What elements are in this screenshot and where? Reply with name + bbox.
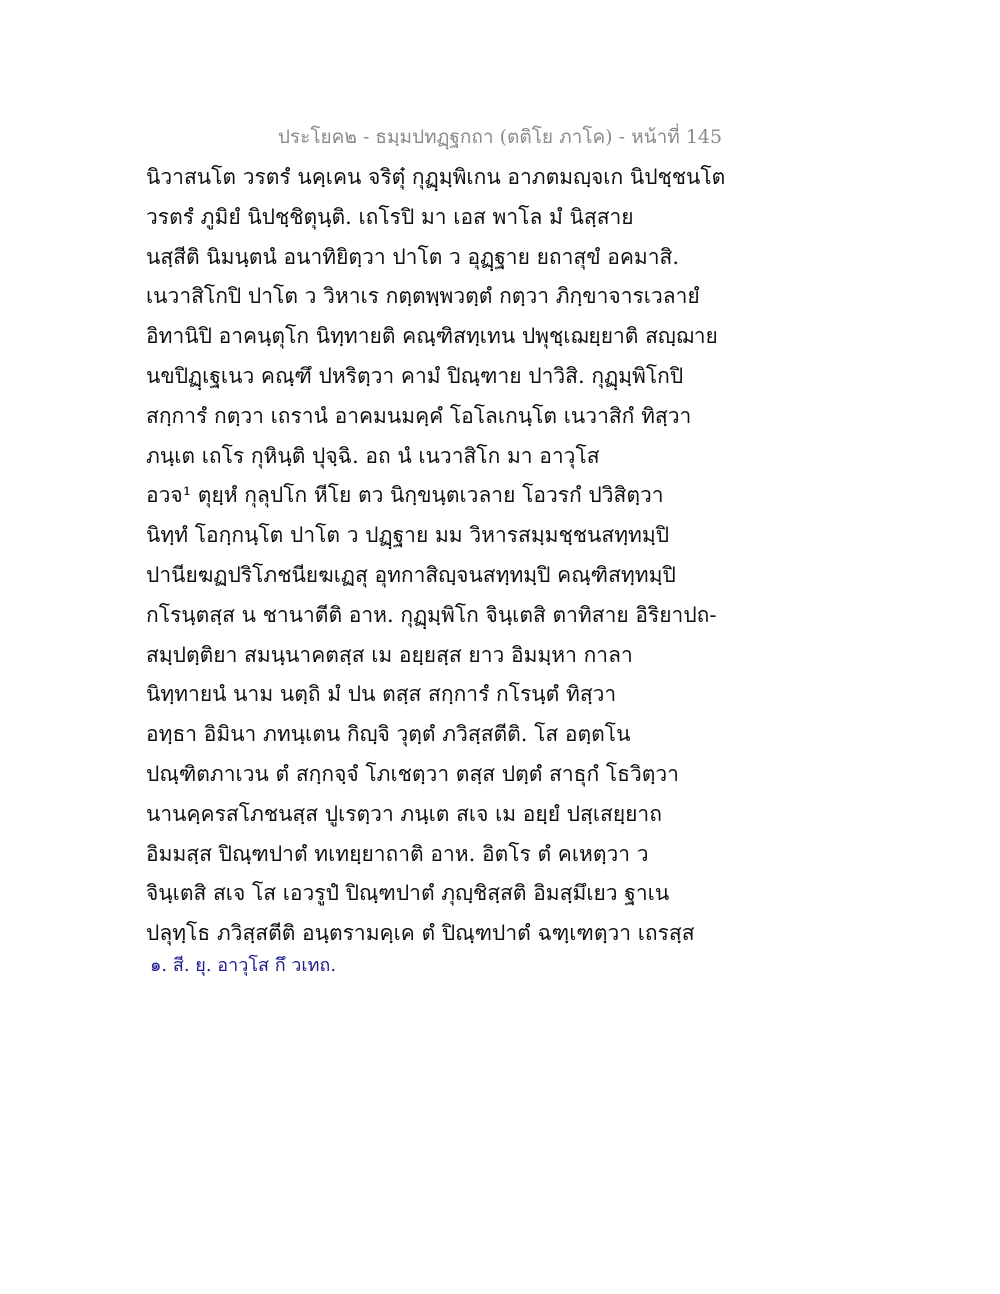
text-line: อิทานิปิ อาคนฺตุโก นิทฺทายติ คณฺฑิสทฺเทน ปพุชฺเฌยฺยาติ สญฺฌาย <box>146 324 718 349</box>
text-line: ปลุทฺโธ ภวิสฺสตีติ อนฺตรามคฺเค ตํ ปิณฺฑปาตํ ฉฑฺเฑตฺวา เถรสฺส <box>146 921 695 946</box>
text-line: นานคฺครสโภชนสฺส ปูเรตฺวา ภนฺเต สเจ เม อยฺยํ ปสฺเสยฺยาถ <box>146 801 662 826</box>
text-line: สมฺปตฺติยา สมนฺนาคตสฺส เม อยฺยสฺส ยาว อิมมฺหา กาลา <box>146 642 633 667</box>
text-line: อวจ¹ ตุยฺหํ กุลุปโก หีโย ตว นิกฺขนฺตเวลาย โอวรกํ ปวิสิตฺวา <box>146 483 664 508</box>
text-line: นิทฺทํ โอกฺกนฺโต ปาโต ว ปฏฺฐาย มม วิหารสมฺมชฺชนสทฺทมฺปิ <box>146 523 670 548</box>
text-line: อิมมสฺส ปิณฺฑปาตํ ทเทยฺยาถาติ อาห. อิตโร ตํ คเหตฺวา ว <box>146 841 649 866</box>
text-line: กโรนฺตสฺส น ชานาตีติ อาห. กุฏฺมฺพิโก จินฺเตสิ ตาทิสาย อิริยาปถ- <box>146 602 717 627</box>
page-header: ประโยค๒ - ธมฺมปทฏฺฐกถา (ตติโย ภาโค) - หน้าที่ 145 <box>277 126 723 148</box>
text-line: นิทฺทายนํ นาม นตฺถิ มํ ปน ตสฺส สกฺการํ กโรนฺตํ ทิสฺวา <box>146 682 617 707</box>
text-line: นสฺสีติ นิมนฺตนํ อนาทิยิตฺวา ปาโต ว อุฏฺฐาย ยถาสุขํ อคมาสิ. <box>146 244 680 269</box>
text-line: สกฺการํ กตฺวา เถรานํ อาคมนมคฺคํ โอโลเกนฺโต เนวาสิกํ ทิสฺวา <box>146 403 692 428</box>
text-line: อทฺธา อิมินา ภทนฺเตน กิญฺจิ วุตฺตํ ภวิสฺสตีติ. โส อตฺตโน <box>146 722 631 747</box>
body-text <box>146 158 866 954</box>
text-line: จินฺเตสิ สเจ โส เอวรูปํ ปิณฺฑปาตํ ภุญฺชิสฺสติ อิมสฺมึเยว ฐาเน <box>146 881 670 906</box>
text-line: ภนฺเต เถโร กุหินฺติ ปุจฺฉิ. อถ นํ เนวาสิโก มา อาวุโส <box>146 443 600 468</box>
text-line: ปณฺฑิตภาเวน ตํ สกฺกจฺจํ โภเชตฺวา ตสฺส ปตฺตํ สาธุกํ โธวิตฺวา <box>146 761 679 786</box>
text-line: นขปิฏฺเฐเนว คณฺฑึ ปหริตฺวา คามํ ปิณฺฑาย ปาวิสิ. กุฏฺมฺพิโกปิ <box>146 363 684 388</box>
text-line: วรตรํ ภูมิยํ นิปชฺชิตุนฺติ. เถโรปิ มา เอส พาโล มํ นิสฺสาย <box>146 204 634 229</box>
text-line: ปานียฆฏปริโภชนียฆเฏสุ อุทกาสิญฺจนสทฺทมฺปิ คณฺฑิสทฺทมฺปิ <box>146 562 676 587</box>
text-line: เนวาสิโกปิ ปาโต ว วิหาเร กตฺตพฺพวตฺตํ กตฺวา ภิกฺขาจารเวลายํ <box>146 284 700 309</box>
text-line: นิวาสนโต วรตรํ นคฺเคน จริตุ๋ กุฏฺมฺพิเกน อาภตมญฺจเก นิปชฺชนโต <box>146 165 726 189</box>
footnote: ๑. สี. ยุ. อาวุโส กึ วเทถ. <box>150 955 337 976</box>
